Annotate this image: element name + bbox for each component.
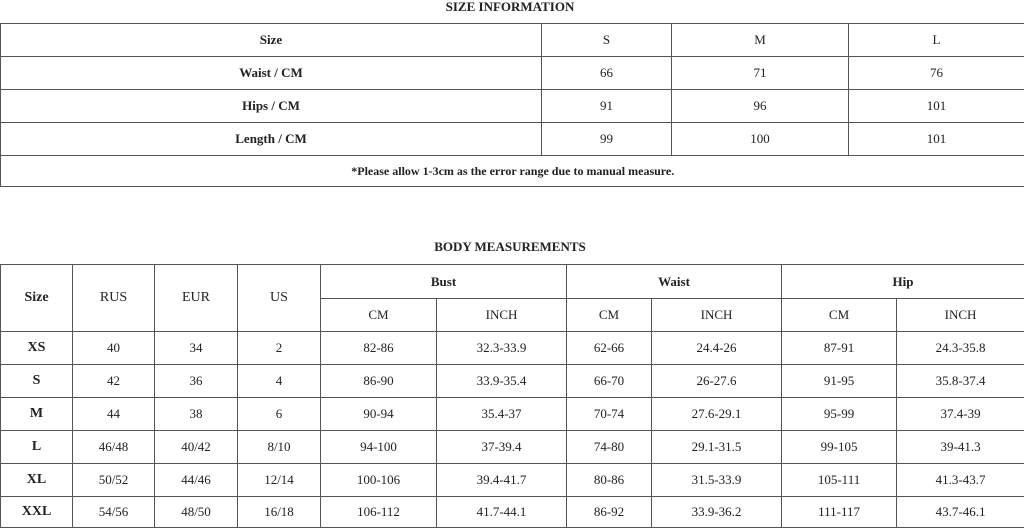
table-cell: 8/10: [238, 431, 321, 464]
size-information-table: [0, 23, 1024, 187]
cell: 66: [542, 57, 672, 90]
table-row: [1, 431, 1024, 464]
row-size-label: XS: [1, 332, 73, 365]
table-cell: 33.9-35.4: [437, 365, 567, 398]
size-note-row: [1, 156, 1024, 187]
table-cell: 27.6-29.1: [652, 398, 782, 431]
table-row: [1, 464, 1024, 497]
size-information-title: SIZE INFORMATION: [445, 0, 575, 14]
table-cell: 91-95: [782, 365, 897, 398]
table-cell: 39-41.3: [897, 431, 1024, 464]
table-cell: 4: [238, 365, 321, 398]
table-cell: 35.8-37.4: [897, 365, 1024, 398]
cell: 76: [849, 57, 1024, 90]
cell: 71: [672, 57, 849, 90]
header-hip-inch: INCH: [897, 299, 1024, 332]
table-cell: 87-91: [782, 332, 897, 365]
table-cell: 26-27.6: [652, 365, 782, 398]
size-header-row: [1, 24, 1024, 57]
size-row-waist: [1, 57, 1024, 90]
header-rus: RUS: [73, 265, 155, 332]
header-waist-inch: INCH: [652, 299, 782, 332]
table-cell: 82-86: [321, 332, 437, 365]
table-cell: 36: [155, 365, 238, 398]
table-cell: 90-94: [321, 398, 437, 431]
table-cell: 31.5-33.9: [652, 464, 782, 497]
header-waist-cm: CM: [567, 299, 652, 332]
table-cell: 86-90: [321, 365, 437, 398]
table-cell: 66-70: [567, 365, 652, 398]
table-cell: 70-74: [567, 398, 652, 431]
header-bust: Bust: [321, 265, 567, 299]
table-cell: 111-117: [782, 497, 897, 528]
cell: 99: [542, 123, 672, 156]
table-cell: 24.4-26: [652, 332, 782, 365]
table-cell: 62-66: [567, 332, 652, 365]
table-cell: 100-106: [321, 464, 437, 497]
header-size: Size: [1, 265, 73, 332]
table-cell: 40: [73, 332, 155, 365]
table-cell: 39.4-41.7: [437, 464, 567, 497]
table-row: [1, 398, 1024, 431]
table-cell: 41.7-44.1: [437, 497, 567, 528]
table-cell: 54/56: [73, 497, 155, 528]
table-cell: 41.3-43.7: [897, 464, 1024, 497]
table-cell: 12/14: [238, 464, 321, 497]
row-label: Hips / CM: [1, 90, 542, 123]
size-header-label: Size: [1, 24, 542, 57]
table-row: [1, 497, 1024, 528]
table-cell: 29.1-31.5: [652, 431, 782, 464]
table-cell: 74-80: [567, 431, 652, 464]
table-cell: 32.3-33.9: [437, 332, 567, 365]
table-cell: 80-86: [567, 464, 652, 497]
cell: 101: [849, 123, 1024, 156]
size-row-hips: [1, 90, 1024, 123]
table-cell: 24.3-35.8: [897, 332, 1024, 365]
row-size-label: XL: [1, 464, 73, 497]
row-size-label: XXL: [1, 497, 73, 528]
table-cell: 34: [155, 332, 238, 365]
row-label: Length / CM: [1, 123, 542, 156]
table-cell: 35.4-37: [437, 398, 567, 431]
size-header-l: L: [849, 24, 1024, 57]
size-row-length: [1, 123, 1024, 156]
body-measurements-table: [0, 264, 1024, 528]
table-row: [1, 332, 1024, 365]
table-cell: 105-111: [782, 464, 897, 497]
body-header-row-1: [1, 265, 1024, 299]
table-cell: 44/46: [155, 464, 238, 497]
table-cell: 16/18: [238, 497, 321, 528]
table-cell: 33.9-36.2: [652, 497, 782, 528]
size-header-s: S: [542, 24, 672, 57]
row-size-label: M: [1, 398, 73, 431]
cell: 91: [542, 90, 672, 123]
table-cell: 106-112: [321, 497, 437, 528]
table-cell: 94-100: [321, 431, 437, 464]
row-size-label: S: [1, 365, 73, 398]
header-hip-cm: CM: [782, 299, 897, 332]
header-bust-inch: INCH: [437, 299, 567, 332]
table-cell: 46/48: [73, 431, 155, 464]
table-cell: 42: [73, 365, 155, 398]
cell: 96: [672, 90, 849, 123]
size-header-m: M: [672, 24, 849, 57]
table-cell: 37-39.4: [437, 431, 567, 464]
row-label: Waist / CM: [1, 57, 542, 90]
table-cell: 86-92: [567, 497, 652, 528]
row-size-label: L: [1, 431, 73, 464]
table-row: [1, 365, 1024, 398]
table-cell: 44: [73, 398, 155, 431]
table-cell: 37.4-39: [897, 398, 1024, 431]
table-cell: 50/52: [73, 464, 155, 497]
table-cell: 40/42: [155, 431, 238, 464]
body-measurements-title: BODY MEASUREMENTS: [434, 239, 586, 254]
table-cell: 99-105: [782, 431, 897, 464]
header-waist: Waist: [567, 265, 782, 299]
measurement-note: *Please allow 1-3cm as the error range due to manual measure.: [1, 156, 1024, 187]
header-us: US: [238, 265, 321, 332]
table-cell: 95-99: [782, 398, 897, 431]
header-eur: EUR: [155, 265, 238, 332]
table-cell: 48/50: [155, 497, 238, 528]
cell: 101: [849, 90, 1024, 123]
table-cell: 43.7-46.1: [897, 497, 1024, 528]
header-bust-cm: CM: [321, 299, 437, 332]
table-cell: 2: [238, 332, 321, 365]
header-hip: Hip: [782, 265, 1024, 299]
table-cell: 38: [155, 398, 238, 431]
cell: 100: [672, 123, 849, 156]
table-cell: 6: [238, 398, 321, 431]
